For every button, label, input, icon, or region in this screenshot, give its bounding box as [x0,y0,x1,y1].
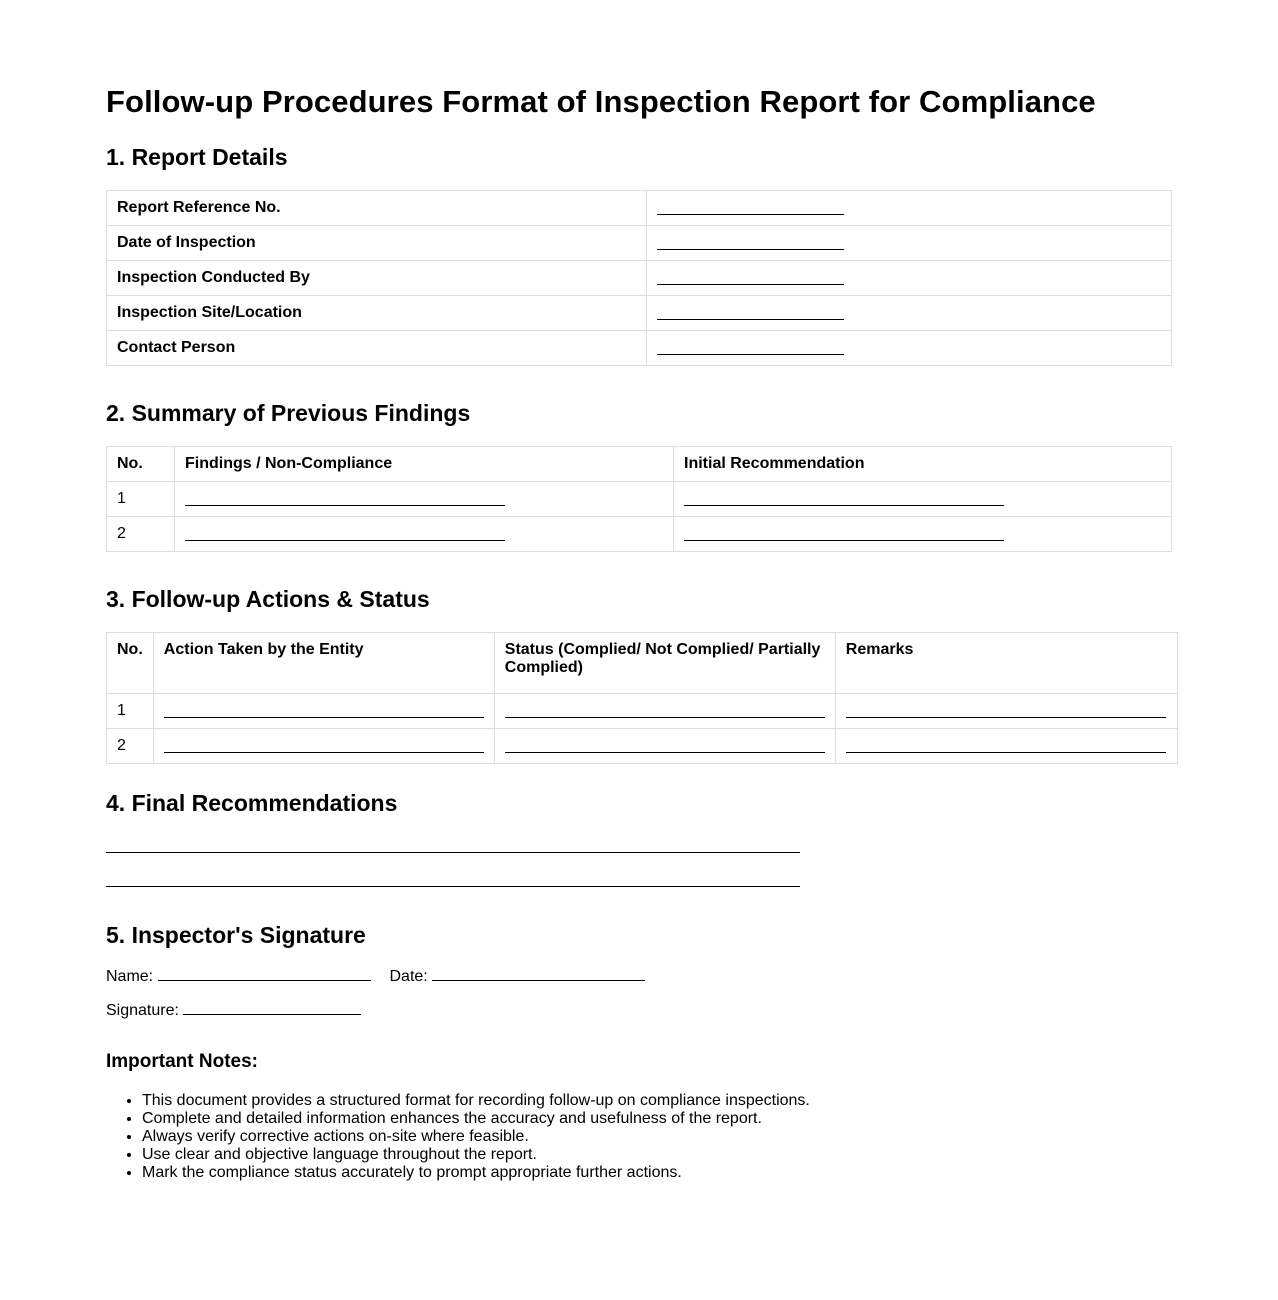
column-header-findings: Findings / Non-Compliance [175,447,674,482]
report-details-table [106,190,1172,366]
section-heading-follow-up-actions: 3. Follow-up Actions & Status [106,586,430,612]
report-reference-field[interactable] [647,191,1172,226]
column-header-status: Status (Complied/ Not Complied/ Partially Complied) [494,633,835,694]
conducted-by-label: Inspection Conducted By [107,261,647,296]
final-recommendation-line-2[interactable] [106,886,800,887]
important-notes-heading: Important Notes: [106,1051,258,1072]
date-of-inspection-label: Date of Inspection [107,226,647,261]
remarks-field[interactable] [835,729,1177,764]
column-header-initial-recommendation: Initial Recommendation [674,447,1172,482]
table-row [107,226,1172,261]
table-row [107,296,1172,331]
list-item: • Complete and detailed information enhances the accuracy and usefulness of the report. [142,1110,810,1128]
table-row [107,482,1172,517]
list-item: • Use clear and objective language throughout the report. [142,1146,810,1164]
action-taken-field[interactable] [153,694,494,729]
table-header-row [107,447,1172,482]
column-header-no: No. [107,447,175,482]
status-field[interactable] [494,694,835,729]
signature-label: Signature: [106,1002,179,1019]
table-row [107,517,1172,552]
name-field[interactable] [158,970,371,981]
table-header-row [107,633,1178,694]
signature-field[interactable] [183,1004,361,1015]
table-row [107,331,1172,366]
list-item: • This document provides a structured format for recording follow-up on compliance inspections. [142,1092,810,1110]
important-notes-list [106,1092,810,1182]
row-number: 2 [107,517,175,552]
document-title: Follow-up Procedures Format of Inspection Report for Compliance [106,84,1096,119]
date-label: Date: [389,968,428,985]
table-row [107,729,1178,764]
column-header-remarks: Remarks [835,633,1177,694]
table-row [107,694,1178,729]
section-heading-previous-findings: 2. Summary of Previous Findings [106,400,471,426]
contact-person-field[interactable] [647,331,1172,366]
section-heading-report-details: 1. Report Details [106,144,288,170]
table-row [107,261,1172,296]
final-recommendation-line-1[interactable] [106,852,800,853]
column-header-no: No. [107,633,154,694]
column-header-action-taken: Action Taken by the Entity [153,633,494,694]
list-item: • Mark the compliance status accurately to prompt appropriate further actions. [142,1164,810,1182]
section-heading-final-recommendations: 4. Final Recommendations [106,790,398,816]
initial-recommendation-field[interactable] [674,482,1172,517]
signature-row [106,1002,361,1020]
findings-field[interactable] [175,517,674,552]
findings-field[interactable] [175,482,674,517]
conducted-by-field[interactable] [647,261,1172,296]
contact-person-label: Contact Person [107,331,647,366]
status-field[interactable] [494,729,835,764]
follow-up-actions-table [106,632,1178,764]
report-reference-label: Report Reference No. [107,191,647,226]
section-heading-inspector-signature: 5. Inspector's Signature [106,922,366,948]
row-number: 2 [107,729,154,764]
name-label: Name: [106,968,154,985]
site-location-field[interactable] [647,296,1172,331]
date-of-inspection-field[interactable] [647,226,1172,261]
table-row [107,191,1172,226]
list-item: • Always verify corrective actions on-site where feasible. [142,1128,810,1146]
initial-recommendation-field[interactable] [674,517,1172,552]
row-number: 1 [107,694,154,729]
previous-findings-table [106,446,1172,552]
name-date-row [106,968,645,986]
date-field[interactable] [432,970,645,981]
action-taken-field[interactable] [153,729,494,764]
remarks-field[interactable] [835,694,1177,729]
site-location-label: Inspection Site/Location [107,296,647,331]
row-number: 1 [107,482,175,517]
